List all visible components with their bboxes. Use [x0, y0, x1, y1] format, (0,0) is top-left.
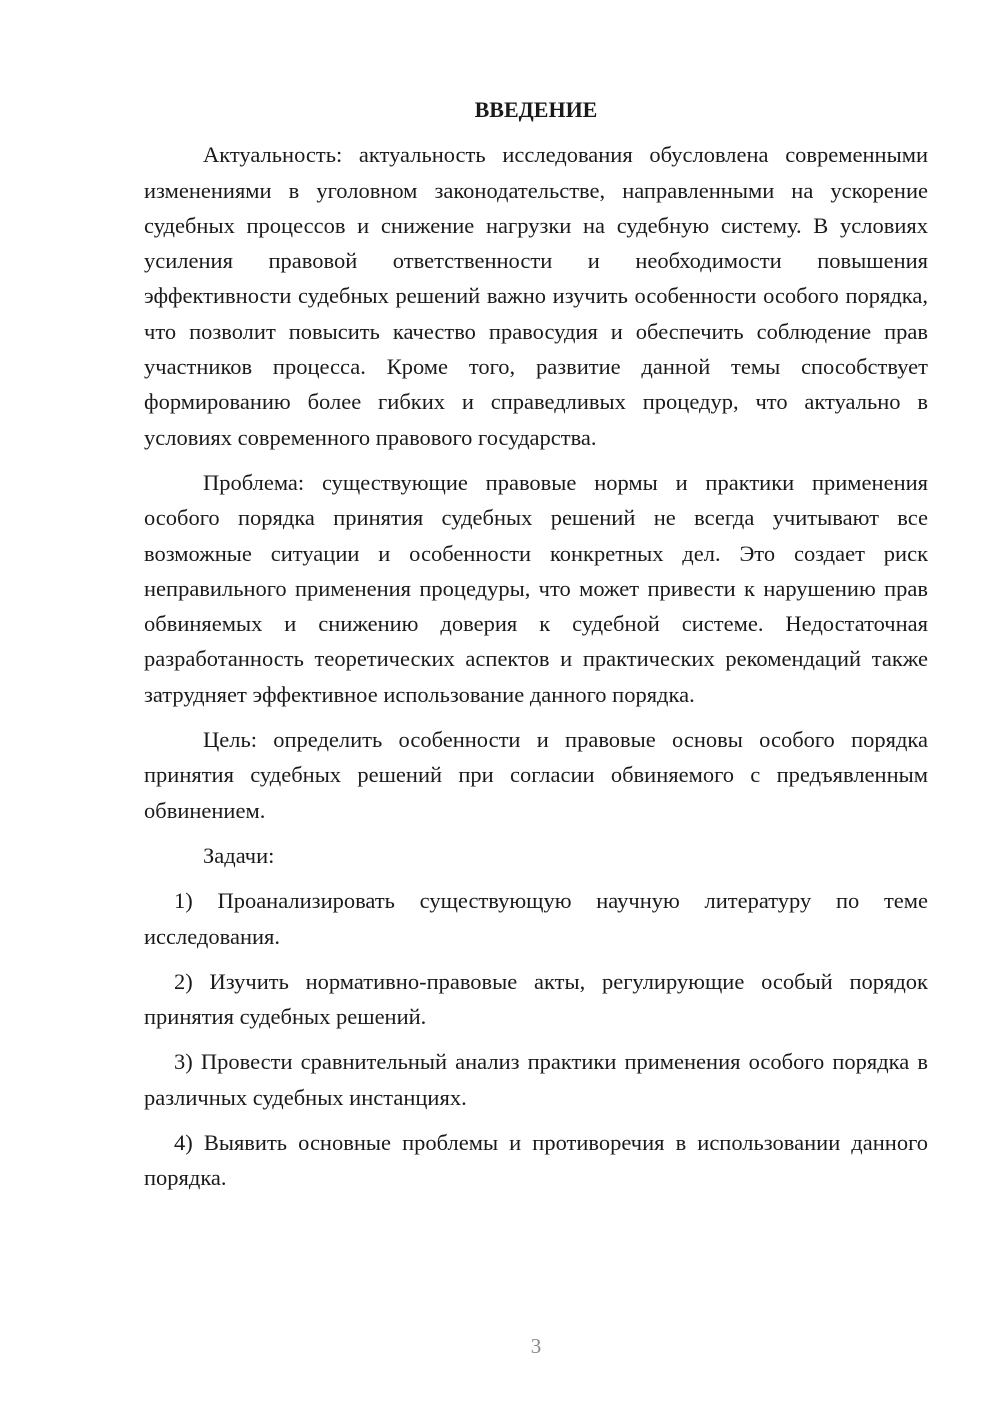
page-number: 3 [530, 1334, 542, 1358]
task-item: 4) Выявить основные проблемы и противоречия в использовании данного порядка. [144, 1130, 928, 1191]
task-item: 3) Провести сравнительный анализ практики применения особого порядка в различных судебных инстанциях. [144, 1049, 928, 1110]
paragraph-goal: Цель: определить особенности и правовые основы особого порядка принятия судебных решений при согласии обвиняемого с предъявленным обвинением. [144, 727, 928, 823]
paragraph-problem: Проблема: существующие правовые нормы и практики применения особого порядка принятия судебных решений не всегда учитывают все возможные ситуации и особенности конкретных дел. Это создает риск неправильного применения процедуры, что может привести к нарушению прав обвиняемых и снижению доверия к судебной системе. Недостаточная разработанность теоретических аспектов и практических рекомендаций также затрудняет эффективное использование данного порядка. [144, 469, 928, 707]
section-heading: ВВЕДЕНИЕ [474, 97, 598, 122]
task-item: 2) Изучить нормативно-правовые акты, регулирующие особый порядок принятия судебных решений. [144, 968, 928, 1030]
task-item: 1) Проанализировать существующую научную литературу по теме исследования. [144, 888, 928, 949]
paragraph-relevance: Актуальность: актуальность исследования обусловлена современными изменениями в уголовном законодательстве, направленными на ускорение судебных процессов и снижение нагрузки на судебную систему. В условиях усиления правовой ответственности и необходимости повышения эффективности судебных решений важно изучить особенности особого порядка, что позволит повысить качество правосудия и обеспечить соблюдение прав участников процесса. Кроме того, развитие данной темы способствует формированию более гибких и справедливых процедур, что актуально в условиях современного правового государства. [144, 142, 928, 450]
document-page [144, 92, 928, 1206]
tasks-label: Задачи: [203, 842, 275, 868]
